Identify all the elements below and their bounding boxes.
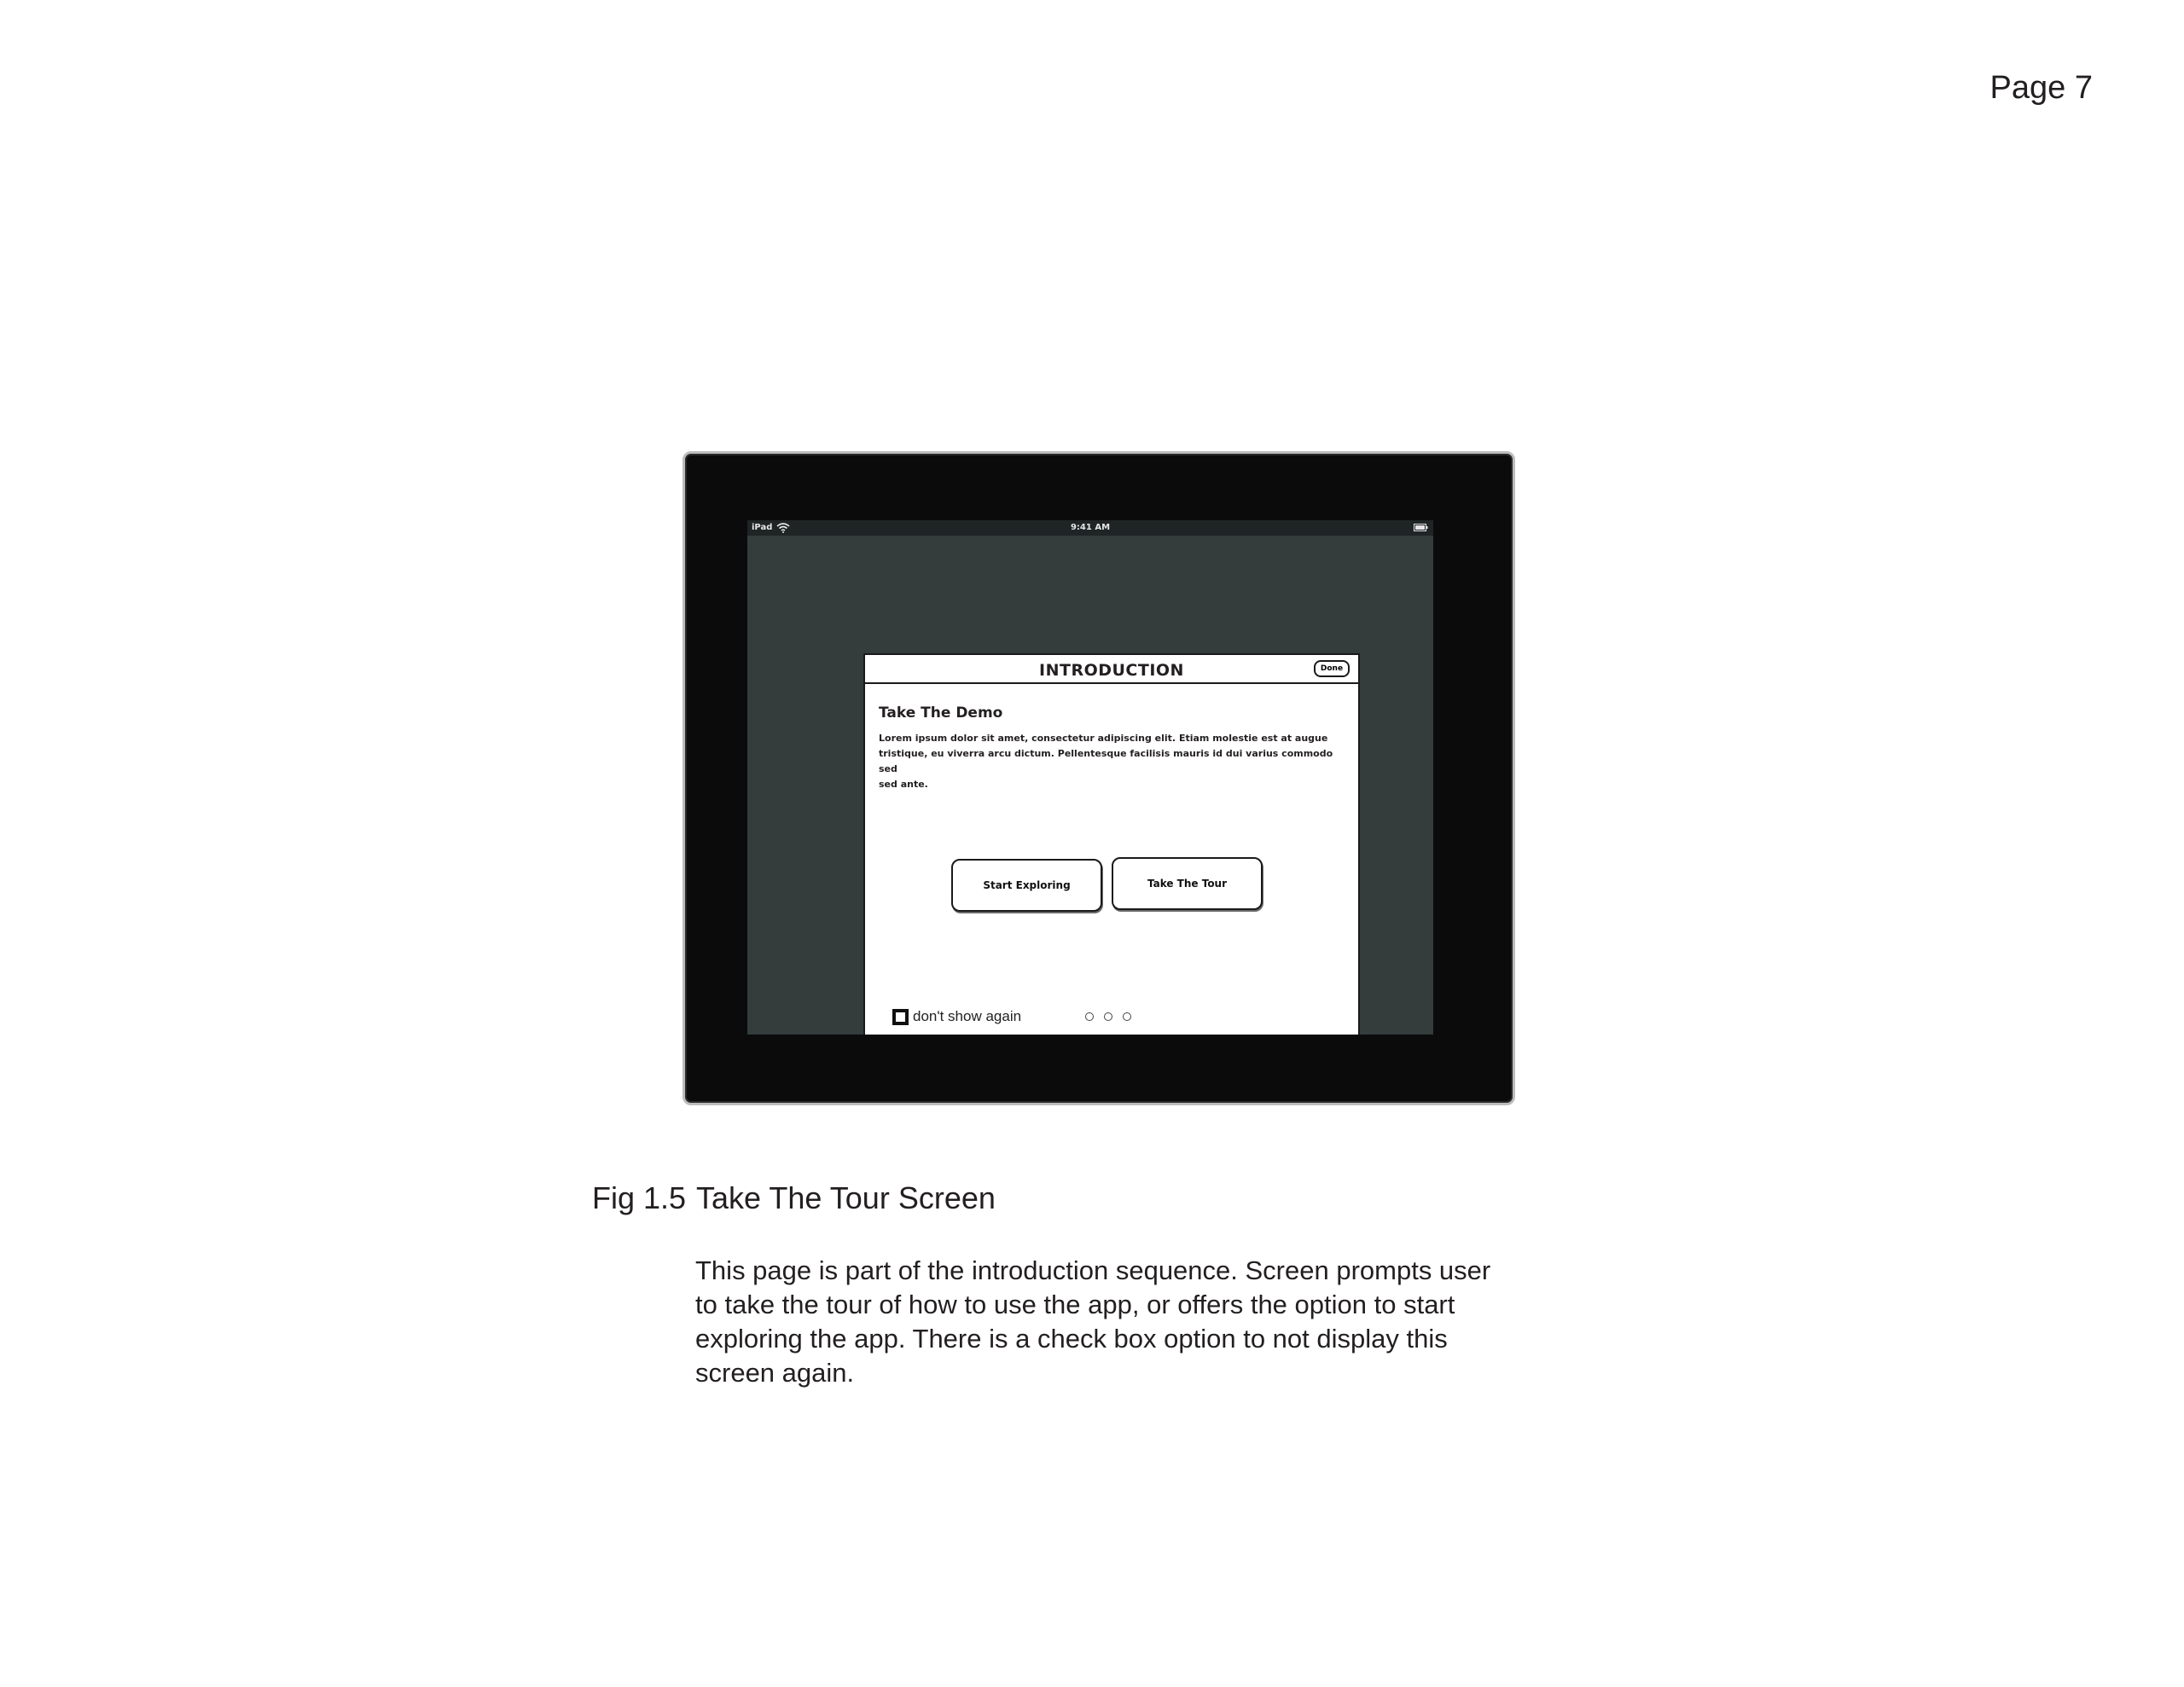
- done-button[interactable]: Done: [1314, 660, 1350, 677]
- modal-footer: [865, 1005, 1358, 1030]
- figure-title: Take The Tour Screen: [696, 1180, 996, 1215]
- page-indicator: [1085, 1012, 1141, 1024]
- demo-body-text: [879, 731, 1348, 792]
- figure-caption: [592, 1180, 996, 1216]
- demo-body-line: sed ante.: [879, 779, 928, 790]
- figure-number: Fig 1.5: [592, 1180, 687, 1215]
- status-time: 9:41 AM: [1070, 523, 1111, 532]
- page-dot[interactable]: [1104, 1012, 1112, 1021]
- introduction-modal: [863, 653, 1360, 1035]
- page-number: Page 7: [1989, 70, 2093, 106]
- status-carrier: iPad: [752, 523, 773, 532]
- status-bar: [747, 520, 1433, 536]
- take-the-tour-button[interactable]: Take The Tour: [1112, 857, 1263, 910]
- demo-body-line: tristique, eu viverra arcu dictum. Pellentesque facilisis mauris id dui varius commodo sed: [879, 748, 1333, 774]
- dont-show-again-label[interactable]: don't show again: [913, 1008, 1022, 1024]
- page-dot[interactable]: [1123, 1012, 1131, 1021]
- description-line: This page is part of the introduction sequence. Screen prompts user: [695, 1255, 1491, 1285]
- demo-heading: Take The Demo: [879, 704, 1003, 722]
- description-line: to take the tour of how to use the app, or offers the option to start: [695, 1290, 1455, 1319]
- modal-header: [865, 655, 1358, 684]
- page-dot[interactable]: [1085, 1012, 1094, 1021]
- modal-title: INTRODUCTION: [1039, 661, 1184, 680]
- demo-body-line: Lorem ipsum dolor sit amet, consectetur adipiscing elit. Etiam molestie est at augue: [879, 733, 1328, 744]
- start-exploring-button[interactable]: Start Exploring: [951, 859, 1102, 912]
- description-line: screen again.: [695, 1358, 855, 1388]
- battery-icon: [1414, 524, 1428, 531]
- description-line: exploring the app. There is a check box option to not display this: [695, 1324, 1448, 1354]
- figure-description: [695, 1254, 1514, 1390]
- dont-show-again-checkbox[interactable]: [892, 1009, 909, 1025]
